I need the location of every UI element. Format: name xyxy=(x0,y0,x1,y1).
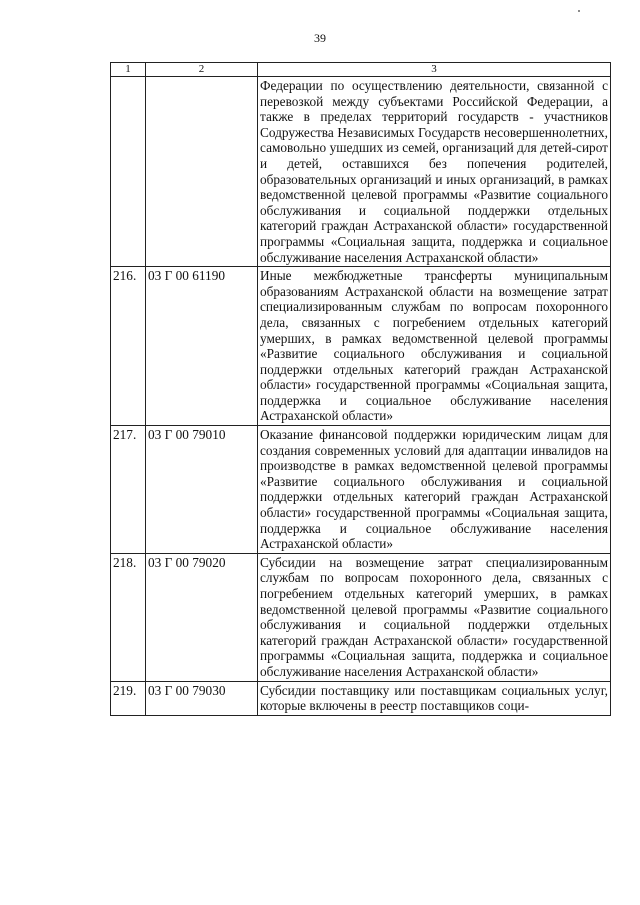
table-header-row xyxy=(111,63,611,77)
page-number: 39 xyxy=(314,31,326,45)
table-row xyxy=(111,553,611,681)
scan-speck xyxy=(578,10,580,12)
row-number: 216. xyxy=(111,267,146,426)
row-description: Иные межбюджетные трансферты муниципальным образованиям Астраханской области на возмещение затрат специализированным службам по вопросам похоронного дела, связанных с погребением отдельных категорий умерших, в рамках ведомственной целевой программы «Развитие социального обслуживания и социальной поддержки отдельных категорий граждан Астраханской области» государственной программы «Социальная защита, поддержка и социальное обслуживание населения Астраханской области» xyxy=(258,267,611,426)
table-row xyxy=(111,426,611,554)
table-row xyxy=(111,267,611,426)
column-header: 3 xyxy=(258,63,611,77)
column-header: 2 xyxy=(146,63,258,77)
row-code: 03 Г 00 79020 xyxy=(146,553,258,681)
row-code: 03 Г 00 79010 xyxy=(146,426,258,554)
row-number: 219. xyxy=(111,681,146,715)
table-row xyxy=(111,681,611,715)
row-description: Субсидии поставщику или поставщикам социальных услуг, которые включены в реестр поставщиков соци- xyxy=(258,681,611,715)
row-description: Оказание финансовой поддержки юридическим лицам для создания современных условий для адаптации инвалидов на производстве в рамках ведомственной целевой программы «Развитие социального обслуживания и социальной поддержки отдельных категорий граждан Астраханской области» государственной программы «Социальная защита, поддержка и социальное обслуживание населения Астраханской области» xyxy=(258,426,611,554)
row-description: Федерации по осуществлению деятельности, связанной с перевозкой между субъектами Российской Федерации, а также в пределах территорий государств - участников Содружества Независимых Государств несовершеннолетних, самовольно ушедших из семей, организаций для детей-сирот и детей, оставшихся без попечения родителей, образовательных организаций и иных организаций, в рамках ведомственной целевой программы «Развитие социального обслуживания и социальной поддержки отдельных категорий граждан Астраханской области» государственной программы «Социальная защита, поддержка и социальное обслуживание населения Астраханской области» xyxy=(258,77,611,267)
row-number: 217. xyxy=(111,426,146,554)
row-code xyxy=(146,77,258,267)
row-code: 03 Г 00 61190 xyxy=(146,267,258,426)
row-number: 218. xyxy=(111,553,146,681)
budget-classification-table xyxy=(110,62,611,716)
row-code: 03 Г 00 79030 xyxy=(146,681,258,715)
row-description: Субсидии на возмещение затрат специализированным службам по вопросам похоронного дела, связанных с погребением отдельных категорий умерших, в рамках ведомственной целевой программы «Развитие социального обслуживания и социальной поддержки отдельных категорий граждан Астраханской области» государственной программы «Социальная защита, поддержка и социальное обслуживание населения Астраханской области» xyxy=(258,553,611,681)
table-row xyxy=(111,77,611,267)
column-header: 1 xyxy=(111,63,146,77)
row-number xyxy=(111,77,146,267)
